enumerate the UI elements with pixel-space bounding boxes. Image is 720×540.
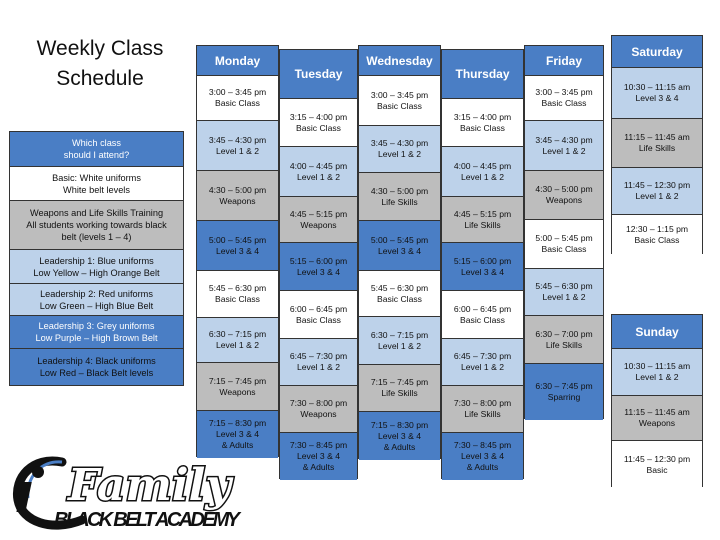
class-time: 6:45 – 7:30 pm	[453, 351, 512, 361]
class-time: 3:45 – 4:30 pm	[535, 134, 593, 145]
class-slot	[197, 220, 278, 270]
class-time: 3:45 – 4:30 pm	[208, 134, 267, 145]
class-time: 5:45 – 6:30 pm	[370, 282, 429, 293]
class-slot	[359, 172, 440, 220]
class-name: Level 3 & 4	[297, 266, 340, 277]
class-slot	[612, 348, 702, 395]
legend-header: Which class should I attend?	[10, 132, 183, 167]
class-slot	[525, 363, 603, 420]
class-slot	[612, 440, 702, 488]
class-name: Level 1 & 2	[216, 145, 259, 156]
class-name: Weapons	[300, 219, 337, 230]
class-time: 4:30 – 5:00 pm	[535, 184, 593, 194]
class-time: 5:45 – 6:30 pm	[535, 281, 593, 291]
class-slot	[525, 268, 603, 315]
class-slot	[359, 316, 440, 364]
class-name: & Adults	[221, 440, 254, 450]
class-name: Basic Class	[541, 244, 587, 254]
class-time: 7:30 – 8:45 pm	[289, 440, 348, 450]
class-slot	[197, 75, 278, 120]
day-column-monday	[196, 45, 279, 457]
legend-leadership-3: Leadership 3: Grey uniforms Low Purple – High Brown Belt	[10, 316, 183, 349]
class-name: Life Skills	[545, 339, 583, 350]
class-time: 10:30 – 11:15 am	[623, 361, 691, 371]
class-time: 3:15 – 4:00 pm	[453, 111, 512, 122]
class-name: Basic Class	[460, 122, 505, 133]
class-time: 11:15 – 11:45 am	[624, 132, 690, 142]
class-slot	[359, 411, 440, 460]
class-slot	[280, 290, 357, 338]
class-name: Level 3 & 4	[216, 245, 259, 256]
day-column-wednesday	[358, 45, 441, 459]
class-name: Level 3 & 4	[635, 93, 679, 103]
class-slot	[359, 220, 440, 270]
class-name: Weapons	[219, 386, 256, 397]
day-column-tuesday	[279, 49, 358, 479]
class-name: Level 1 & 2	[297, 362, 340, 372]
class-name: Basic Class	[634, 234, 680, 245]
class-slot	[280, 146, 357, 196]
class-slot	[359, 125, 440, 172]
class-time: 6:30 – 7:15 pm	[208, 329, 267, 339]
class-slot	[612, 395, 702, 440]
class-name: Life Skills	[638, 143, 676, 153]
class-name: Basic Class	[215, 294, 260, 304]
class-name: Level 1 & 2	[297, 171, 340, 182]
page-title	[20, 34, 180, 94]
class-slot	[612, 118, 702, 167]
class-slot	[197, 270, 278, 317]
class-slot	[280, 432, 357, 480]
class-name: Level 1 & 2	[461, 362, 504, 372]
class-slot	[525, 315, 603, 363]
legend-leadership-2: Leadership 2: Red uniforms Low Green – High Blue Belt	[10, 284, 183, 316]
class-slot	[442, 242, 523, 290]
class-time: 4:30 – 5:00 pm	[370, 185, 429, 196]
class-slot	[442, 146, 523, 196]
class-name: Level 3 & 4	[378, 430, 421, 441]
class-slot	[280, 196, 357, 242]
legend-weapons-life-skills: Weapons and Life Skills Training All students working towards black belt (levels 1 – 4)	[10, 201, 183, 250]
class-name: & Adults	[466, 462, 499, 472]
class-slot	[612, 167, 702, 214]
class-time: 7:15 – 7:45 pm	[370, 377, 429, 387]
day-header-tuesday: Tuesday	[280, 50, 357, 98]
class-time: 7:15 – 8:30 pm	[208, 418, 267, 428]
class-name: & Adults	[302, 462, 335, 472]
legend-leadership-4: Leadership 4: Black uniforms Low Red – Black Belt levels	[10, 349, 183, 385]
day-column-thursday	[441, 49, 524, 479]
class-slot	[197, 170, 278, 220]
class-time: 5:45 – 6:30 pm	[208, 283, 267, 293]
class-guide-legend	[9, 131, 184, 386]
legend-basic: Basic: White uniforms White belt levels	[10, 167, 183, 201]
class-slot	[612, 67, 702, 118]
class-name: Level 1 & 2	[635, 191, 679, 201]
class-time: 7:15 – 8:30 pm	[370, 419, 429, 430]
class-time: 5:15 – 6:00 pm	[453, 255, 512, 266]
day-header-wednesday: Wednesday	[359, 46, 440, 75]
class-name: Level 1 & 2	[635, 372, 679, 382]
class-time: 6:30 – 7:45 pm	[535, 381, 593, 391]
day-header-sunday: Sunday	[612, 315, 702, 348]
academy-logo	[10, 448, 250, 536]
class-name: Life Skills	[381, 196, 418, 207]
class-name: Level 3 & 4	[461, 451, 504, 461]
class-name: Level 3 & 4	[216, 429, 259, 439]
class-name: Weapons	[300, 409, 337, 419]
class-time: 10:30 – 11:15 am	[623, 82, 691, 92]
class-time: 5:15 – 6:00 pm	[289, 255, 348, 266]
class-time: 12:30 – 1:15 pm	[625, 223, 689, 234]
class-time: 3:15 – 4:00 pm	[289, 111, 348, 122]
class-name: Basic Class	[377, 293, 422, 304]
class-name: Basic Class	[377, 100, 422, 111]
class-name: Basic Class	[296, 314, 341, 325]
class-name: Basic Class	[460, 314, 505, 325]
day-column-friday	[524, 45, 604, 419]
class-name: Sparring	[547, 392, 581, 402]
class-slot	[525, 219, 603, 268]
class-time: 4:00 – 4:45 pm	[289, 160, 348, 171]
class-time: 7:30 – 8:00 pm	[289, 398, 348, 408]
class-time: 3:00 – 3:45 pm	[535, 87, 593, 97]
class-name: Level 3 & 4	[378, 245, 421, 256]
legend-leadership-1: Leadership 1: Blue uniforms Low Yellow – High Orange Belt	[10, 250, 183, 284]
class-name: Level 1 & 2	[461, 171, 504, 182]
title-line-2: Schedule	[56, 67, 144, 90]
class-name: & Adults	[383, 441, 416, 452]
class-name: Level 3 & 4	[461, 266, 504, 277]
class-time: 6:30 – 7:15 pm	[370, 329, 429, 340]
class-name: Life Skills	[464, 219, 501, 230]
class-slot	[442, 385, 523, 432]
class-slot	[525, 75, 603, 120]
class-time: 5:00 – 5:45 pm	[370, 234, 429, 245]
day-header-monday: Monday	[197, 46, 278, 75]
class-time: 6:00 – 6:45 pm	[289, 303, 348, 314]
class-name: Weapons	[219, 195, 256, 206]
class-name: Level 1 & 2	[542, 292, 586, 302]
class-time: 4:45 – 5:15 pm	[289, 208, 348, 219]
class-slot	[197, 362, 278, 410]
class-name: Life Skills	[464, 409, 501, 419]
class-slot	[442, 98, 523, 146]
class-time: 6:00 – 6:45 pm	[453, 303, 512, 314]
class-name: Basic Class	[296, 122, 341, 133]
class-slot	[442, 290, 523, 338]
title-line-1: Weekly Class	[36, 37, 164, 60]
class-slot	[359, 270, 440, 316]
class-slot	[359, 364, 440, 411]
day-header-thursday: Thursday	[442, 50, 523, 98]
class-name: Weapons	[545, 195, 583, 205]
class-time: 6:30 – 7:00 pm	[535, 328, 593, 339]
class-slot	[442, 196, 523, 242]
class-name: Level 1 & 2	[378, 340, 421, 351]
class-name: Basic Class	[215, 98, 260, 108]
class-slot	[280, 338, 357, 385]
logo-academy-text: BLACK BELT ACADEMY	[54, 509, 240, 531]
class-name: Level 1 & 2	[378, 149, 421, 159]
class-slot	[612, 214, 702, 254]
class-time: 4:30 – 5:00 pm	[208, 184, 267, 195]
class-slot	[280, 242, 357, 290]
logo-family-text: Family	[68, 460, 231, 511]
class-time: 11:45 – 12:30 pm	[623, 180, 691, 190]
class-name: Basic	[646, 464, 668, 475]
class-name: Life Skills	[381, 388, 418, 398]
class-slot	[525, 120, 603, 170]
class-slot	[280, 98, 357, 146]
class-time: 4:00 – 4:45 pm	[453, 160, 512, 171]
class-time: 7:15 – 7:45 pm	[208, 375, 267, 386]
class-time: 11:15 – 11:45 am	[624, 407, 690, 417]
class-slot	[197, 317, 278, 362]
day-header-saturday: Saturday	[612, 36, 702, 67]
class-time: 5:00 – 5:45 pm	[208, 234, 267, 245]
class-name: Basic Class	[541, 98, 587, 108]
day-column-saturday	[611, 35, 703, 254]
class-time: 4:45 – 5:15 pm	[453, 208, 512, 219]
class-name: Weapons	[638, 418, 676, 428]
class-time: 6:45 – 7:30 pm	[289, 351, 348, 361]
class-time: 11:45 – 12:30 pm	[623, 453, 691, 464]
class-time: 5:00 – 5:45 pm	[535, 233, 593, 243]
class-slot	[442, 432, 523, 480]
class-time: 7:30 – 8:00 pm	[453, 398, 512, 408]
class-time: 3:00 – 3:45 pm	[208, 87, 267, 97]
day-header-friday: Friday	[525, 46, 603, 75]
class-slot	[359, 75, 440, 125]
class-slot	[442, 338, 523, 385]
class-time: 3:45 – 4:30 pm	[370, 138, 429, 148]
class-slot	[197, 120, 278, 170]
class-name: Level 1 & 2	[542, 145, 586, 156]
class-name: Level 3 & 4	[297, 451, 340, 461]
class-slot	[525, 170, 603, 219]
class-time: 7:30 – 8:45 pm	[453, 440, 512, 450]
class-time: 3:00 – 3:45 pm	[370, 89, 429, 100]
class-slot	[280, 385, 357, 432]
class-name: Level 1 & 2	[216, 340, 259, 350]
day-column-sunday	[611, 314, 703, 487]
